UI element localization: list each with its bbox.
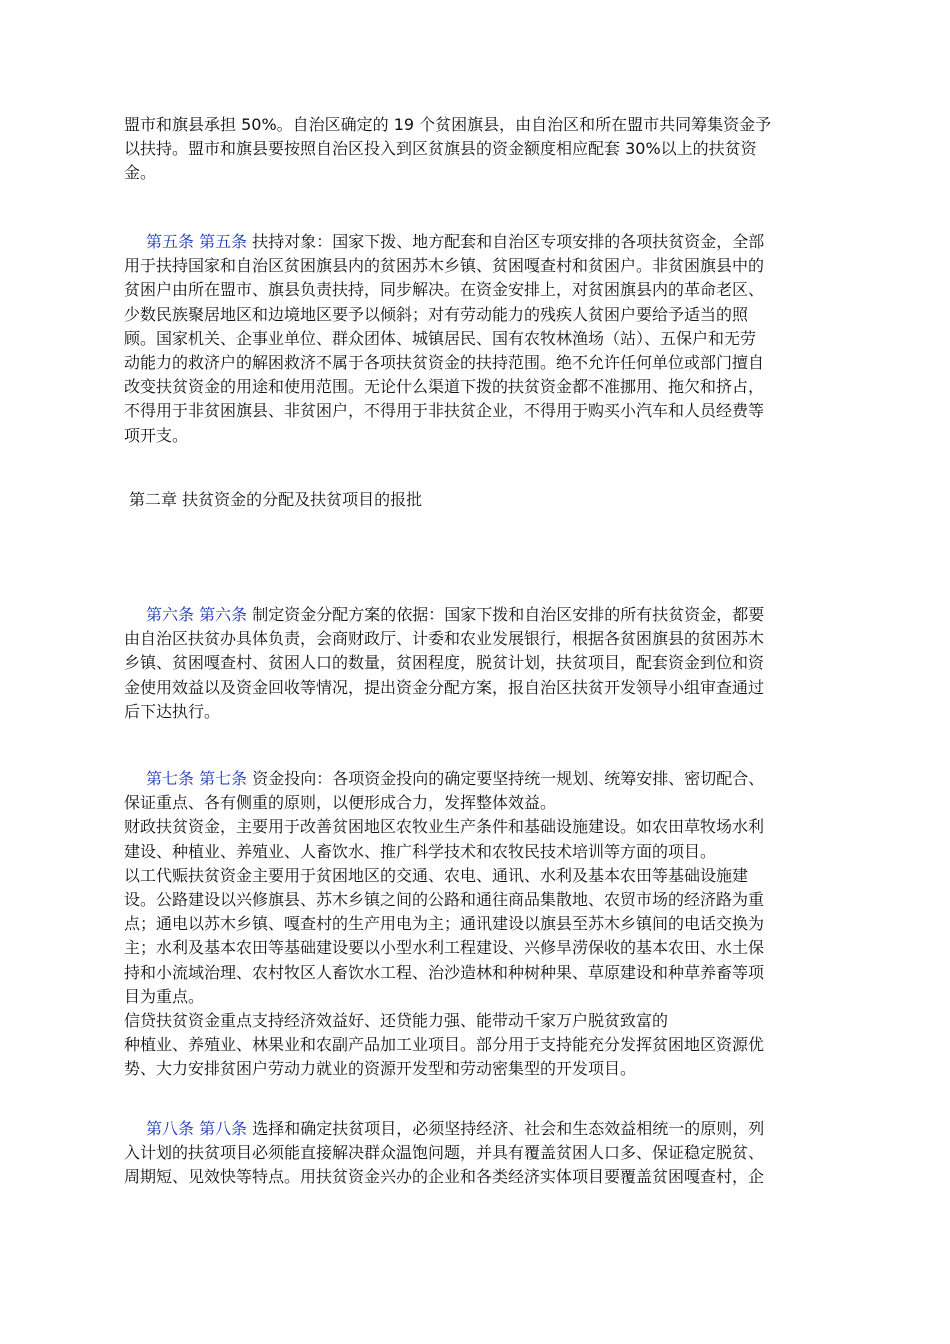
text-line: 目为重点。 [124,986,205,1006]
text-line: 主；水利及基本农田等基础建设要以小型水利工程建设、兴修旱涝保收的基本农田、水土保 [124,938,765,958]
text-line: 贫困户由所在盟市、旗县负责扶持，同步解决。在资金安排上，对贫困旗县内的革命老区、 [124,280,765,300]
article-7-link[interactable]: 第七条 [146,769,195,788]
text-line: 入计划的扶贫项目必须能直接解决群众温饱问题，并具有覆盖贫困人口多、保证稳定脱贫、 [124,1143,765,1163]
text-line: 顾。国家机关、企事业单位、群众团体、城镇居民、国有农牧林渔场（站）、五保户和无劳 [124,328,757,348]
text-line: 用于扶持国家和自治区贫困旗县内的贫困苏木乡镇、贫困嘎查村和贫困户。非贫困旗县中的 [124,256,765,276]
text-line: 盟市和旗县承担 50%。自治区确定的 19 个贫困旗县，由自治区和所在盟市共同筹集资金予 [124,115,772,134]
intro-paragraph [124,113,832,186]
text-line: 改变扶贫资金的用途和使用范围。无论什么渠道下拨的扶贫资金都不准挪用、拖欠和挤占， [124,377,765,397]
article-6-link-repeat[interactable]: 第六条 [199,605,248,624]
article-7-first-line [124,767,832,791]
text-line: 以扶持。盟市和旗县要按照自治区投入到区贫旗县的资金额度相应配套 30%以上的扶贫资 [124,139,757,159]
text-line: 种植业、养殖业、林果业和农副产品加工业项目。部分用于支持能充分发挥贫困地区资源优 [124,1035,765,1055]
article-6-first-line [124,603,832,627]
text-line: 金使用效益以及资金回收等情况，提出资金分配方案，报自治区扶贫开发领导小组审查通过 [124,677,765,697]
article-5-link[interactable]: 第五条 [146,232,195,251]
article-5-link-repeat[interactable]: 第五条 [199,232,248,251]
article-8-heading-text: 选择和确定扶贫项目，必须坚持经济、社会和生态效益相统一的原则，列 [252,1119,765,1138]
article-6-paragraph [124,603,832,724]
text-line: 少数民族聚居地区和边境地区要予以倾斜；对有劳动能力的残疾人贫困户要给予适当的照 [124,304,749,324]
text-line: 势、大力安排贫困户劳动力就业的资源开发型和劳动密集型的开发项目。 [124,1059,637,1079]
article-6-heading-text: 制定资金分配方案的依据：国家下拨和自治区安排的所有扶贫资金，都要 [252,605,765,624]
text-line: 保证重点、各有侧重的原则，以便形成合力，发挥整体效益。 [124,793,557,813]
text-line: 以工代赈扶贫资金主要用于贫困地区的交通、农电、通讯、水利及基本农田等基础设施建 [124,865,749,885]
text-line: 周期短、见效快等特点。用扶贫资金兴办的企业和各类经济实体项目要覆盖贫困嘎查村，企 [124,1167,765,1187]
text-line: 后下达执行。 [124,701,221,721]
text-line: 信贷扶贫资金重点支持经济效益好、还贷能力强、能带动千家万户脱贫致富的 [124,1011,669,1031]
text-line: 由自治区扶贫办具体负责，会商财政厅、计委和农业发展银行，根据各贫困旗县的贫困苏木 [124,629,765,649]
text-line: 建设、种植业、养殖业、人畜饮水、推广科学技术和农牧民技术培训等方面的项目。 [124,841,717,861]
text-line: 乡镇、贫困嘎查村、贫困人口的数量，贫困程度，脱贫计划，扶贫项目，配套资金到位和资 [124,653,765,673]
article-7-link-repeat[interactable]: 第七条 [199,769,248,788]
text-line: 财政扶贫资金，主要用于改善贫困地区农牧业生产条件和基础设施建设。如农田草牧场水利 [124,817,765,837]
article-5-first-line [124,230,832,254]
text-line: 动能力的救济户的解困救济不属于各项扶贫资金的扶持范围。绝不允许任何单位或部门擅自 [124,353,765,373]
article-7-heading-text: 资金投向：各项资金投向的确定要坚持统一规划、统筹安排、密切配合、 [252,769,765,788]
text-line: 设。公路建设以兴修旗县、苏木乡镇之间的公路和通往商品集散地、农贸市场的经济路为重 [124,890,765,910]
article-5-heading-text: 扶持对象：国家下拨、地方配套和自治区专项安排的各项扶贫资金，全部 [252,232,765,251]
article-8-link[interactable]: 第八条 [146,1119,195,1138]
text-line: 不得用于非贫困旗县、非贫困户，不得用于非扶贫企业，不得用于购买小汽车和人员经费等 [124,401,765,421]
text-line: 点；通电以苏木乡镇、嘎查村的生产用电为主；通讯建设以旗县至苏木乡镇间的电话交换为 [124,914,765,934]
text-line: 项开支。 [124,425,189,445]
article-5-paragraph [124,230,832,448]
text-line: 金。 [124,163,157,183]
article-8-first-line [124,1117,832,1141]
article-8-link-repeat[interactable]: 第八条 [199,1119,248,1138]
text-line: 持和小流域治理、农村牧区人畜饮水工程、治沙造林和种树种果、草原建设和种草养畜等项 [124,962,765,982]
chapter-title: 第二章 扶贫资金的分配及扶贫项目的报批 [129,490,423,509]
article-6-link[interactable]: 第六条 [146,605,195,624]
article-8-paragraph [124,1117,832,1190]
article-7-paragraph [124,767,832,1082]
